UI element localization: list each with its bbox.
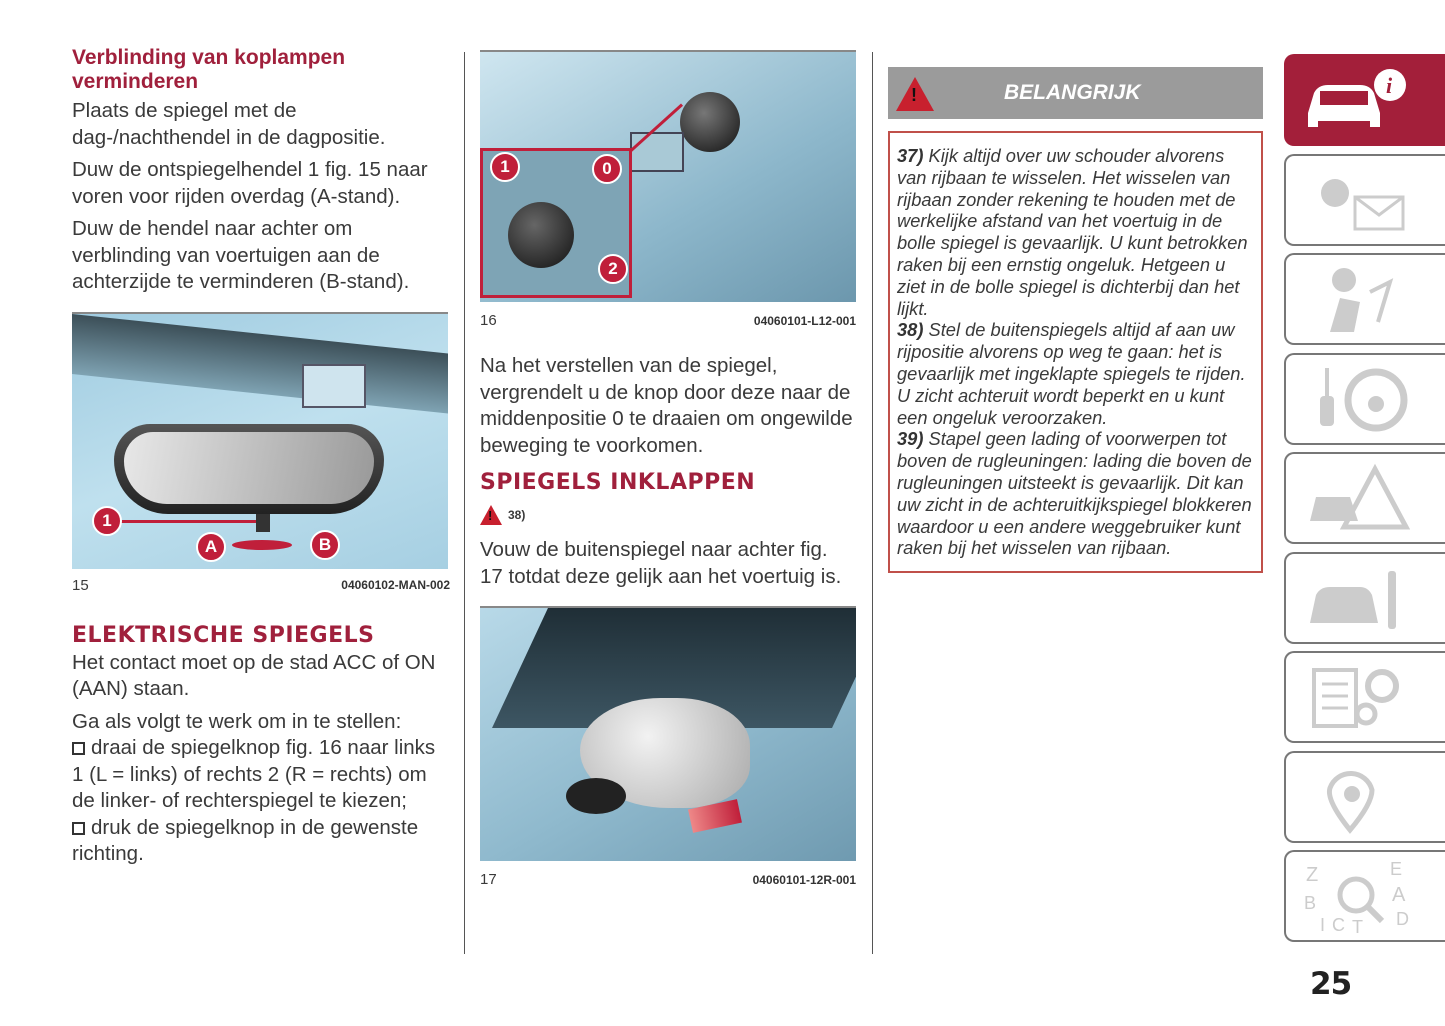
figure-code: 04060101-L12-001 — [753, 313, 856, 328]
figure-17-exterior-mirror — [480, 606, 856, 861]
tab-starting-driving[interactable] — [1284, 353, 1445, 445]
note-39 — [897, 428, 1255, 559]
figure-number: 16 — [480, 312, 497, 329]
warning-lights-message-icon — [1300, 163, 1410, 237]
svg-text:i: i — [1386, 73, 1393, 98]
bullet-item — [72, 815, 450, 868]
note-number: 37) — [897, 145, 924, 166]
paragraph: Plaats de spiegel met de dag-/nachthendel in de dagpositie. — [72, 99, 386, 149]
column-divider — [872, 52, 873, 954]
tab-car-info[interactable] — [1284, 54, 1445, 146]
tab-safety[interactable] — [1284, 253, 1445, 345]
tab-maintenance[interactable] — [1284, 552, 1445, 644]
index-icon — [1300, 859, 1410, 933]
bullet-item — [72, 735, 450, 815]
emergency-icon — [1300, 461, 1410, 535]
column-middle — [480, 50, 856, 888]
checkbox-bullet-icon — [72, 822, 85, 835]
marker-0: 0 — [592, 154, 622, 184]
warning-ref-number: 38) — [508, 508, 526, 522]
subheading-glare: Verblinding van koplampen verminderen — [72, 46, 346, 93]
important-banner — [888, 67, 1263, 119]
figure-code: 04060101-12R-001 — [752, 872, 856, 887]
bullet-text: draai de spiegelknop fig. 16 naar links 1 (L = links) of rechts 2 (R = rechts) om de linker- of rechterspiegel te kiezen; — [72, 736, 436, 812]
note-text: Kijk altijd over uw schouder alvorens van rijbaan te wisselen. Het wisselen van rijbaan zonder rekening te houden met de werkelijke afstand van het voertuig in de bolle spiegel is gevaarlijk. U kunt betrokken raken bij een ernstig ongeluk. Hetgeen u ziet in de bolle spiegel is dichterbij dan het lijkt. — [897, 145, 1248, 319]
important-title: BELANGRIJK — [1004, 81, 1141, 104]
tab-index[interactable] — [1284, 850, 1445, 942]
technical-data-icon — [1300, 660, 1410, 734]
figure-number: 15 — [72, 576, 89, 594]
car-info-icon — [1300, 63, 1410, 137]
tab-technical-data[interactable] — [1284, 651, 1445, 743]
index-letter: T — [1352, 917, 1363, 933]
column-divider — [464, 52, 465, 954]
column-left — [72, 46, 450, 868]
starting-driving-icon — [1300, 362, 1410, 436]
marker-a: A — [196, 532, 226, 562]
multimedia-icon — [1300, 760, 1410, 834]
index-letter: A — [1392, 884, 1406, 906]
marker-1: 1 — [92, 506, 122, 536]
paragraph: Ga als volgt te werk om in te stellen: — [72, 709, 402, 733]
note-text: Stapel geen lading of voorwerpen tot boven de rugleuningen: lading die boven de rugleuningen uitsteekt is gevaarlijk. Dit kan uw zicht in de achteruitkijkspiegel blokkeren waardoor u een andere weggebruiker kunt raken bij het wisselen van rijbaan. — [897, 428, 1252, 559]
column-right — [888, 67, 1263, 573]
paragraph: Na het verstellen van de spiegel, vergrendelt u de knop door deze naar de middenpositie 0 te draaien om ongewilde beweging te voorkomen. — [480, 354, 853, 457]
figure-16-mirror-knob — [480, 50, 856, 302]
section-title-electric-mirrors: ELEKTRISCHE SPIEGELS — [72, 622, 375, 648]
maintenance-icon — [1300, 561, 1410, 635]
index-letter: I — [1320, 915, 1326, 933]
index-letter: B — [1304, 893, 1317, 913]
bullet-text: druk de spiegelknop in de gewenste richting. — [72, 815, 419, 865]
chapter-tabs — [1284, 54, 1445, 950]
figure-number: 17 — [480, 871, 497, 888]
warning-reference — [480, 505, 856, 525]
index-letter: D — [1396, 909, 1409, 929]
paragraph: Duw de hendel naar achter om verblinding van voertuigen aan de achterzijde te verminderen (B-stand). — [72, 217, 410, 293]
note-text: Stel de buitenspiegels altijd af aan uw rijpositie alvorens op weg te gaan: het is gevaarlijk met ingeklapte spiegels te rijden. U zicht achteruit wordt beperkt en u kunt een ongeluk veroorzaken. — [897, 319, 1246, 428]
page-number: 25 — [1310, 966, 1352, 1002]
figure-code: 04060102-MAN-002 — [341, 578, 450, 592]
note-number: 39) — [897, 428, 924, 450]
tab-multimedia[interactable] — [1284, 751, 1445, 843]
warning-icon — [480, 505, 502, 525]
note-38 — [897, 319, 1255, 428]
tab-warning-lights[interactable] — [1284, 154, 1445, 246]
index-letter: E — [1390, 859, 1403, 879]
section-title-fold-mirrors: SPIEGELS INKLAPPEN — [480, 470, 756, 495]
marker-1: 1 — [490, 152, 520, 182]
paragraph: Vouw de buitenspiegel naar achter fig. 17 totdat deze gelijk aan het voertuig is. — [480, 538, 842, 588]
marker-b: B — [310, 530, 340, 560]
index-letter: Z — [1306, 864, 1319, 886]
paragraph: Het contact moet op de stad ACC of ON (AAN) staan. — [72, 650, 436, 700]
tab-emergency[interactable] — [1284, 452, 1445, 544]
warning-icon — [896, 77, 934, 111]
marker-2: 2 — [598, 254, 628, 284]
important-notes-box — [888, 131, 1263, 573]
figure-15-rearview-mirror — [72, 312, 448, 569]
arrow-icon — [232, 540, 292, 550]
checkbox-bullet-icon — [72, 742, 85, 755]
safety-airbag-icon — [1300, 262, 1410, 336]
index-letter: C — [1332, 915, 1345, 933]
paragraph: Duw de ontspiegelhendel 1 fig. 15 naar voren voor rijden overdag (A-stand). — [72, 158, 428, 208]
note-37 — [897, 145, 1255, 319]
note-number: 38) — [897, 319, 924, 341]
